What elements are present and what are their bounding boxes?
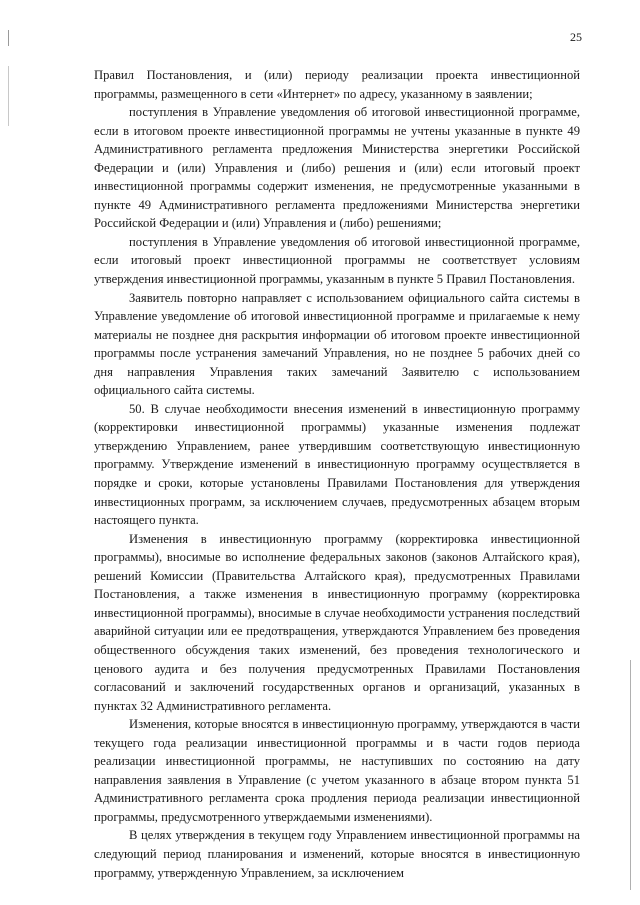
paragraph-1: Правил Постановления, и (или) периоду реализации проекта инвестиционной программы, размещенного в сети «Интернет» по адресу, указанному в заявлении;	[94, 68, 580, 101]
document-body	[94, 66, 580, 882]
paragraph-3: поступления в Управление уведомления об итоговой инвестиционной программе, если итоговый проект инвестиционной программы не соответствует условиям утверждения инвестиционной программы, указанным в пункте 5 Правил Постановления.	[94, 234, 580, 287]
scan-artifact-left	[8, 30, 9, 46]
page-number: 25	[570, 30, 582, 44]
scan-artifact-left-2	[8, 66, 9, 126]
paragraph-8: В целях утверждения в текущем году Управлением инвестиционной программы на следующий период планирования и изменений, которые вносятся в инвестиционную программу, утвержденную Управлением, за исключением	[94, 828, 580, 880]
paragraph-5: 50. В случае необходимости внесения изменений в инвестиционную программу (корректировки инвестиционной программы) указанные изменения подлежат утверждению Управлением, ранее утвердившим соответствующую инвестиционную программу. Утверждение изменений в инвестиционную программу осуществляется в порядке и сроки, которые установлены Правилами Постановления для утверждения инвестиционных программ, за исключением случаев, предусмотренных абзацем вторым настоящего пункта.	[94, 401, 580, 528]
scan-artifact-right	[630, 660, 631, 890]
paragraph-7: Изменения, которые вносятся в инвестиционную программу, утверждаются в части текущего года реализации инвестиционной программы и в части годов периода реализации инвестиционной программы, не наступивших по состоянию на дату направления заявления в Управление (с учетом указанного в абзаце втором пункта 51 Административного регламента срока продления периода реализации инвестиционной программы, предусмотренного утверждаемыми изменениями).	[94, 717, 580, 824]
paragraph-6: Изменения в инвестиционную программу (корректировка инвестиционной программы), вносимые во исполнение федеральных законов (законов Алтайского края), решений Комиссии (Правительства Алтайского края), предусмотренных Правилами Постановления, а также изменения в инвестиционную программу (корректировка инвестиционной программы), вносимые в случае необходимости устранения последствий аварийной ситуации или ее предотвращения, утверждаются Управлением без проведения общественного обсуждения таких изменений, без проведения технологического и ценового аудита и без получения предусмотренных Правилами Постановления согласований и заключений государственных органов и организаций, указанных в пунктах 32 Административного регламента.	[94, 531, 580, 713]
paragraph-4: Заявитель повторно направляет с использованием официального сайта системы в Управление уведомление об итоговой инвестиционной программе и прилагаемые к нему материалы не позднее дня раскрытия информации об итоговом проекте инвестиционной программы после устранения замечаний Управления, но не позднее 5 рабочих дней со дня направления Управления таких замечаний Заявителю с использованием официального сайта системы.	[94, 290, 580, 398]
paragraph-2: поступления в Управление уведомления об итоговой инвестиционной программе, если в итоговом проекте инвестиционной программы не учтены указанные в пункте 49 Административного регламента предложения Министерства энергетики Российской Федерации и (или) Управления и (либо) решения и (или) если итоговый проект инвестиционной программы содержит изменения, не предусмотренные указанными в пункте 49 Административного регламента предложениями Министерства энергетики Российской Федерации и (или) Управления и (либо) решениями;	[94, 105, 580, 231]
